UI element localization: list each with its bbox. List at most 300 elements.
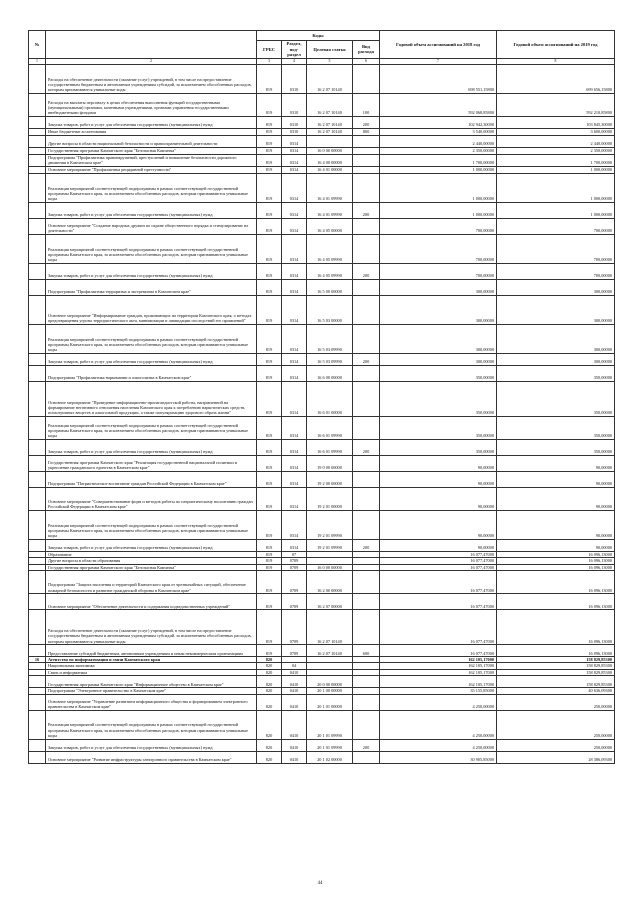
- row-grbs: 820: [257, 694, 282, 710]
- row-num: [29, 510, 46, 539]
- row-value-2019: 90,00000: [497, 455, 615, 471]
- row-target-article: [307, 135, 353, 147]
- table-row: [29, 510, 615, 539]
- row-num: [29, 353, 46, 365]
- table-row: [29, 365, 615, 381]
- row-num: [29, 128, 46, 135]
- table-row: [29, 64, 615, 93]
- row-value-2018: 350,00000: [380, 365, 497, 381]
- row-grbs: 819: [257, 487, 282, 510]
- row-razdel: 0314: [282, 234, 307, 263]
- row-value-2018: 300,00000: [380, 324, 497, 353]
- row-razdel: 0709: [282, 558, 307, 564]
- row-name: Основное мероприятие "Информирование граждан, проживающих на территории Камчатского края, о методах предотвращения угрозы террористического акта, минимизации и ликвидации последствий его проявлений": [46, 295, 257, 324]
- row-target-article: 16 2 07 10140: [307, 128, 353, 135]
- row-expense-type: 200: [353, 539, 380, 551]
- row-target-article: 19 2 00 00000: [307, 471, 353, 487]
- row-grbs: 819: [257, 645, 282, 657]
- table-row: [29, 135, 615, 147]
- row-grbs: 819: [257, 234, 282, 263]
- row-target-article: 16 4 00 00000: [307, 154, 353, 166]
- index-cell: 1: [29, 58, 46, 64]
- row-razdel: 0410: [282, 676, 307, 688]
- row-grbs: 820: [257, 688, 282, 694]
- table-row: [29, 279, 615, 295]
- row-target-article: 16 6 01 09990: [307, 416, 353, 439]
- row-value-2019: 300,00000: [497, 353, 615, 365]
- row-value-2019: 350,00000: [497, 365, 615, 381]
- row-num: [29, 694, 46, 710]
- row-value-2018: 90,00000: [380, 510, 497, 539]
- row-target-article: 20 0 00 00000: [307, 676, 353, 688]
- row-value-2019: 103 845,30000: [497, 116, 615, 128]
- row-name: Закупка товаров, работ и услуг для обеспечения государственных (муниципальных) нужд: [46, 202, 257, 218]
- row-name: Закупка товаров, работ и услуг для обеспечения государственных (муниципальных) нужд: [46, 263, 257, 279]
- row-grbs: 819: [257, 539, 282, 551]
- table-row: [29, 218, 615, 234]
- row-target-article: 20 1 01 09990: [307, 739, 353, 751]
- row-expense-type: 100: [353, 93, 380, 116]
- row-grbs: 819: [257, 353, 282, 365]
- row-grbs: 820: [257, 676, 282, 688]
- row-num: [29, 263, 46, 279]
- row-razdel: 0314: [282, 487, 307, 510]
- row-target-article: 19 2 01 09990: [307, 510, 353, 539]
- row-target-article: 20 1 00 00000: [307, 688, 353, 694]
- row-grbs: 819: [257, 416, 282, 439]
- row-target-article: 19 0 00 00000: [307, 455, 353, 471]
- row-value-2019: 592 210,85800: [497, 93, 615, 116]
- row-target-article: 16 6 01 09990: [307, 439, 353, 455]
- row-razdel: 0314: [282, 173, 307, 202]
- row-num: [29, 676, 46, 688]
- row-expense-type: 200: [353, 202, 380, 218]
- header-codes-group: Коды: [257, 31, 380, 41]
- row-name: Основное мероприятие "Управление развитием информационного общества и формированием электронного правительства в Камчатском крае": [46, 694, 257, 710]
- row-name: Закупка товаров, работ и услуг для обеспечения государственных (муниципальных) нужд: [46, 539, 257, 551]
- row-name: Закупка товаров, работ и услуг для обеспечения государственных (муниципальных) нужд: [46, 739, 257, 751]
- row-value-2018: 1 000,00000: [380, 166, 497, 173]
- row-expense-type: [353, 218, 380, 234]
- row-razdel: 0314: [282, 166, 307, 173]
- row-target-article: 16 4 01 09990: [307, 173, 353, 202]
- row-expense-type: [353, 455, 380, 471]
- row-grbs: 819: [257, 564, 282, 570]
- header-name: [46, 31, 257, 59]
- row-grbs: 819: [257, 166, 282, 173]
- row-target-article: 16 2 07 10140: [307, 116, 353, 128]
- row-value-2018: 1 000,00000: [380, 173, 497, 202]
- row-expense-type: [353, 381, 380, 416]
- row-name: Подпрограмма "Патриотическое воспитание граждан Российской Федерации в Камчатском крае": [46, 471, 257, 487]
- row-grbs: 819: [257, 295, 282, 324]
- row-expense-type: [353, 751, 380, 763]
- row-name: Реализация мероприятий соответствующей подпрограммы в рамках соответствующей государственной программы Камчатского края, за исключением обособленных расходов, которым присваиваются уникальные коды: [46, 416, 257, 439]
- row-value-2018: 700,00000: [380, 263, 497, 279]
- row-razdel: 0314: [282, 365, 307, 381]
- row-value-2019: 16 096,13000: [497, 645, 615, 657]
- row-name: Государственная программа Камчатского края "Безопасная Камчатка": [46, 147, 257, 154]
- row-grbs: 819: [257, 571, 282, 594]
- row-grbs: 819: [257, 173, 282, 202]
- table-row: [29, 324, 615, 353]
- row-razdel: 0314: [282, 510, 307, 539]
- row-target-article: 20 1 01 09990: [307, 710, 353, 739]
- header-tselevaya: Целевая статья: [307, 41, 353, 59]
- row-value-2018: 1 000,00000: [380, 202, 497, 218]
- row-target-article: 16 0 00 00000: [307, 147, 353, 154]
- row-name: Подпрограмма "Профилактика терроризма и экстремизма в Камчатском крае": [46, 279, 257, 295]
- row-expense-type: [353, 295, 380, 324]
- header-2018: Годовой объем ассигнований на 2018 год: [380, 31, 497, 59]
- row-num: [29, 202, 46, 218]
- table-row: [29, 739, 615, 751]
- row-target-article: 20 1 02 00000: [307, 751, 353, 763]
- row-razdel: 0310: [282, 116, 307, 128]
- row-expense-type: [353, 147, 380, 154]
- row-grbs: 820: [257, 663, 282, 669]
- row-razdel: 04: [282, 663, 307, 669]
- row-expense-type: [353, 694, 380, 710]
- row-name: Основное мероприятие "Проведение информационно-пропагандистской работы, направленной на формирование негативного отношения населения Камчатского края к потреблению наркотических средств, психотропных веществ и алкогольной продукции, а также популяризацию здорового образа жизни": [46, 381, 257, 416]
- table-row: [29, 128, 615, 135]
- row-value-2019: 90,00000: [497, 471, 615, 487]
- row-expense-type: [353, 324, 380, 353]
- row-razdel: 0314: [282, 147, 307, 154]
- table-row: [29, 594, 615, 610]
- row-value-2018: 300,00000: [380, 279, 497, 295]
- row-value-2019: 250,00000: [497, 694, 615, 710]
- row-value-2019: 40 636,09300: [497, 688, 615, 694]
- row-grbs: 819: [257, 610, 282, 645]
- row-num: 16: [29, 657, 46, 663]
- row-value-2019: 300,00000: [497, 295, 615, 324]
- row-value-2018: 300,00000: [380, 295, 497, 324]
- table-row: [29, 147, 615, 154]
- row-razdel: 0310: [282, 64, 307, 93]
- row-value-2018: 35 155,85000: [380, 688, 497, 694]
- row-value-2018: 592 068,85800: [380, 93, 497, 116]
- row-num: [29, 645, 46, 657]
- row-target-article: 16 0 00 00000: [307, 564, 353, 570]
- row-target-article: 16 2 00 00000: [307, 571, 353, 594]
- row-razdel: 0709: [282, 571, 307, 594]
- table-row: [29, 263, 615, 279]
- row-expense-type: [353, 471, 380, 487]
- row-name: Государственная программа Камчатского края "Реализация государственной национальной политики и укрепление гражданского единства в Камчатском крае": [46, 455, 257, 471]
- row-num: [29, 416, 46, 439]
- row-razdel: 0314: [282, 539, 307, 551]
- row-razdel: 0314: [282, 471, 307, 487]
- row-name: Основное мероприятие "Развитие инфраструктуры электронного правительства в Камчатском крае": [46, 751, 257, 763]
- row-target-article: 19 2 01 00000: [307, 487, 353, 510]
- table-row: [29, 439, 615, 455]
- index-cell: 3: [257, 58, 282, 64]
- row-value-2019: 350,00000: [497, 416, 615, 439]
- row-value-2019: 1 000,00000: [497, 202, 615, 218]
- row-name: Реализация мероприятий соответствующей подпрограммы в рамках соответствующей государственной программы Камчатского края, за исключением обособленных расходов, которым присваиваются уникальные коды: [46, 510, 257, 539]
- row-value-2019: 90,00000: [497, 510, 615, 539]
- row-value-2019: 16 096,13000: [497, 564, 615, 570]
- table-row: [29, 173, 615, 202]
- table-row: [29, 202, 615, 218]
- row-grbs: 819: [257, 365, 282, 381]
- row-num: [29, 279, 46, 295]
- table-row: [29, 471, 615, 487]
- header-num: №: [29, 31, 46, 59]
- row-grbs: 819: [257, 439, 282, 455]
- row-name: Национальная экономика: [46, 663, 257, 669]
- table-row: [29, 154, 615, 166]
- row-num: [29, 93, 46, 116]
- table-row: [29, 381, 615, 416]
- row-num: [29, 594, 46, 610]
- header-grbs: ГРБС: [257, 41, 282, 59]
- row-razdel: 0709: [282, 645, 307, 657]
- row-value-2018: 700,00000: [380, 218, 497, 234]
- row-num: [29, 539, 46, 551]
- row-razdel: 0410: [282, 694, 307, 710]
- row-expense-type: [353, 610, 380, 645]
- table-row: [29, 93, 615, 116]
- row-name: Другие вопросы в области образования: [46, 558, 257, 564]
- table-row: [29, 645, 615, 657]
- row-value-2019: 16 096,13000: [497, 594, 615, 610]
- row-grbs: 819: [257, 279, 282, 295]
- row-target-article: 16 2 07 10140: [307, 645, 353, 657]
- row-grbs: 819: [257, 154, 282, 166]
- row-razdel: 07: [282, 551, 307, 557]
- table-row: [29, 455, 615, 471]
- row-value-2018: 16 077,47000: [380, 645, 497, 657]
- table-body: [29, 64, 615, 763]
- row-value-2019: 16 096,13000: [497, 558, 615, 564]
- table-row: [29, 610, 615, 645]
- row-value-2018: 90,00000: [380, 487, 497, 510]
- row-value-2019: 2 440,00000: [497, 135, 615, 147]
- row-target-article: 16 2 07 10140: [307, 610, 353, 645]
- row-name: Закупка товаров, работ и услуг для обеспечения государственных (муниципальных) нужд: [46, 353, 257, 365]
- row-name: Агентство по информатизации и связи Камчатского края: [46, 657, 257, 663]
- row-value-2019: 300,00000: [497, 279, 615, 295]
- row-num: [29, 610, 46, 645]
- row-value-2018: 16 077,47000: [380, 610, 497, 645]
- row-grbs: 819: [257, 263, 282, 279]
- table-row: [29, 353, 615, 365]
- row-num: [29, 135, 46, 147]
- row-expense-type: [353, 135, 380, 147]
- row-name: Подпрограмма "Электронное правительство в Камчатском крае": [46, 688, 257, 694]
- row-razdel: 0410: [282, 751, 307, 763]
- row-grbs: 819: [257, 93, 282, 116]
- page-number: 44: [317, 881, 323, 886]
- row-name: Иные бюджетные ассигнования: [46, 128, 257, 135]
- row-grbs: 819: [257, 551, 282, 557]
- row-target-article: 16 4 01 00000: [307, 166, 353, 173]
- row-target-article: 16 5 03 00000: [307, 295, 353, 324]
- row-expense-type: [353, 166, 380, 173]
- row-value-2018: 162 105,17000: [380, 676, 497, 688]
- row-value-2019: 350,00000: [497, 439, 615, 455]
- row-grbs: 819: [257, 128, 282, 135]
- row-razdel: 0310: [282, 128, 307, 135]
- row-expense-type: 200: [353, 739, 380, 751]
- row-grbs: 819: [257, 64, 282, 93]
- row-num: [29, 147, 46, 154]
- row-num: [29, 751, 46, 763]
- table-row: [29, 234, 615, 263]
- row-value-2019: 16 096,13000: [497, 551, 615, 557]
- index-cell: 7: [380, 58, 497, 64]
- row-value-2019: 16 096,13000: [497, 571, 615, 594]
- row-num: [29, 571, 46, 594]
- row-target-article: 19 2 01 09990: [307, 539, 353, 551]
- row-value-2019: 3 600,00000: [497, 128, 615, 135]
- row-value-2019: 700,00000: [497, 218, 615, 234]
- row-target-article: 16 4 05 09990: [307, 263, 353, 279]
- row-razdel: 0410: [282, 739, 307, 751]
- row-expense-type: [353, 676, 380, 688]
- row-name: Другие вопросы в области национальной безопасности и правоохранительной деятельности: [46, 135, 257, 147]
- row-name: Расходы на обеспечение деятельности (оказание услуг) учреждений, в том числе на предоставление государственным бюджетным и автономным учреждениям субсидий, за исключением обособленных расходов, которым присваиваются уникальные коды: [46, 610, 257, 645]
- row-name: Реализация мероприятий соответствующей подпрограммы в рамках соответствующей государственной программы Камчатского края, за исключением обособленных расходов, которым присваиваются уникальные коды: [46, 710, 257, 739]
- row-razdel: 0314: [282, 416, 307, 439]
- row-num: [29, 116, 46, 128]
- row-razdel: 0310: [282, 93, 307, 116]
- row-value-2018: 350,00000: [380, 416, 497, 439]
- row-value-2018: 16 077,47000: [380, 564, 497, 570]
- table-row: [29, 751, 615, 763]
- row-razdel: 0314: [282, 439, 307, 455]
- row-name: Реализация мероприятий соответствующей подпрограммы в рамках соответствующей государственной программы Камчатского края, за исключением обособленных расходов, которым присваиваются уникальные коды: [46, 234, 257, 263]
- row-value-2018: 698 551,15800: [380, 64, 497, 93]
- row-num: [29, 234, 46, 263]
- row-grbs: 819: [257, 116, 282, 128]
- header-razdel: Раздел, под-раздел: [282, 41, 307, 59]
- row-num: [29, 324, 46, 353]
- header-vid: Вид расхода: [353, 41, 380, 59]
- row-value-2019: 700,00000: [497, 234, 615, 263]
- row-value-2018: 90,00000: [380, 539, 497, 551]
- row-value-2019: 28 386,09300: [497, 751, 615, 763]
- row-grbs: 819: [257, 594, 282, 610]
- row-value-2019: 300,00000: [497, 324, 615, 353]
- index-cell: 6: [353, 58, 380, 64]
- row-num: [29, 295, 46, 324]
- row-value-2019: 2 350,00000: [497, 147, 615, 154]
- row-target-article: 16 6 01 00000: [307, 381, 353, 416]
- row-razdel: 0314: [282, 353, 307, 365]
- row-num: [29, 471, 46, 487]
- row-grbs: 819: [257, 147, 282, 154]
- row-target-article: 16 5 03 09990: [307, 353, 353, 365]
- row-expense-type: [353, 173, 380, 202]
- row-name: Основное мероприятие "Обеспечение деятельности и содержания подведомственных учреждений": [46, 594, 257, 610]
- index-cell: 8: [497, 58, 615, 64]
- row-expense-type: 600: [353, 645, 380, 657]
- row-expense-type: [353, 487, 380, 510]
- row-grbs: 820: [257, 669, 282, 675]
- row-num: [29, 710, 46, 739]
- row-name: Государственная программа Камчатского края "Информационное общество в Камчатском крае": [46, 676, 257, 688]
- table-row: [29, 710, 615, 739]
- row-expense-type: 200: [353, 263, 380, 279]
- row-value-2018: 162 105,17000: [380, 663, 497, 669]
- row-razdel: 0709: [282, 564, 307, 570]
- row-grbs: 820: [257, 739, 282, 751]
- table-row: [29, 694, 615, 710]
- row-name: Расходы на обеспечение деятельности (оказание услуг) учреждений, в том числе на предоставление государственным бюджетным и автономным учреждениям субсидий, за исключением обособленных расходов, которым присваиваются уникальные коды: [46, 64, 257, 93]
- budget-table-sheet: [28, 30, 614, 764]
- row-razdel: 0314: [282, 218, 307, 234]
- row-target-article: 16 4 01 09990: [307, 202, 353, 218]
- row-grbs: 820: [257, 710, 282, 739]
- table-row: [29, 676, 615, 688]
- row-expense-type: [353, 64, 380, 93]
- row-num: [29, 455, 46, 471]
- row-expense-type: [353, 710, 380, 739]
- row-value-2019: 1 000,00000: [497, 166, 615, 173]
- row-value-2019: 90,00000: [497, 487, 615, 510]
- row-expense-type: [353, 154, 380, 166]
- row-expense-type: [353, 571, 380, 594]
- index-cell: 2: [46, 58, 257, 64]
- row-value-2018: 1 700,00000: [380, 154, 497, 166]
- row-value-2018: 2 440,00000: [380, 135, 497, 147]
- row-name: Государственная программа Камчатского края "Безопасная Камчатка": [46, 564, 257, 570]
- row-expense-type: 200: [353, 116, 380, 128]
- row-grbs: 819: [257, 135, 282, 147]
- row-num: [29, 173, 46, 202]
- row-num: [29, 439, 46, 455]
- row-razdel: 0314: [282, 324, 307, 353]
- row-razdel: 0314: [282, 263, 307, 279]
- row-expense-type: 200: [353, 439, 380, 455]
- row-value-2019: 16 096,13000: [497, 610, 615, 645]
- row-razdel: 0410: [282, 688, 307, 694]
- row-value-2018: 350,00000: [380, 381, 497, 416]
- table-row: [29, 571, 615, 594]
- row-value-2018: 3 540,00000: [380, 128, 497, 135]
- row-value-2019: 700,00000: [497, 263, 615, 279]
- row-num: [29, 365, 46, 381]
- row-value-2019: 1 700,00000: [497, 154, 615, 166]
- row-razdel: 0709: [282, 594, 307, 610]
- row-expense-type: [353, 279, 380, 295]
- table-row: [29, 487, 615, 510]
- row-value-2019: 158 829,85300: [497, 669, 615, 675]
- row-expense-type: [353, 594, 380, 610]
- table-row: [29, 539, 615, 551]
- row-razdel: 0314: [282, 154, 307, 166]
- row-name: Предоставление субсидий бюджетным, автономным учреждениям и иным некоммерческим организациям: [46, 645, 257, 657]
- row-grbs: 820: [257, 657, 282, 663]
- row-value-2018: 4 250,00000: [380, 694, 497, 710]
- row-name: Закупка товаров, работ и услуг для обеспечения государственных (муниципальных) нужд: [46, 439, 257, 455]
- row-value-2018: 90,00000: [380, 471, 497, 487]
- row-value-2019: 158 829,85300: [497, 663, 615, 669]
- row-value-2018: 350,00000: [380, 439, 497, 455]
- row-grbs: 819: [257, 324, 282, 353]
- row-razdel: 0314: [282, 279, 307, 295]
- row-value-2018: 162 105,17000: [380, 657, 497, 663]
- row-expense-type: 800: [353, 128, 380, 135]
- row-razdel: 0314: [282, 295, 307, 324]
- row-target-article: 16 5 00 00000: [307, 279, 353, 295]
- row-value-2019: 1 000,00000: [497, 173, 615, 202]
- row-target-article: 16 6 00 00000: [307, 365, 353, 381]
- header-2019: Годовой объем ассигнований на 2019 год: [497, 31, 615, 59]
